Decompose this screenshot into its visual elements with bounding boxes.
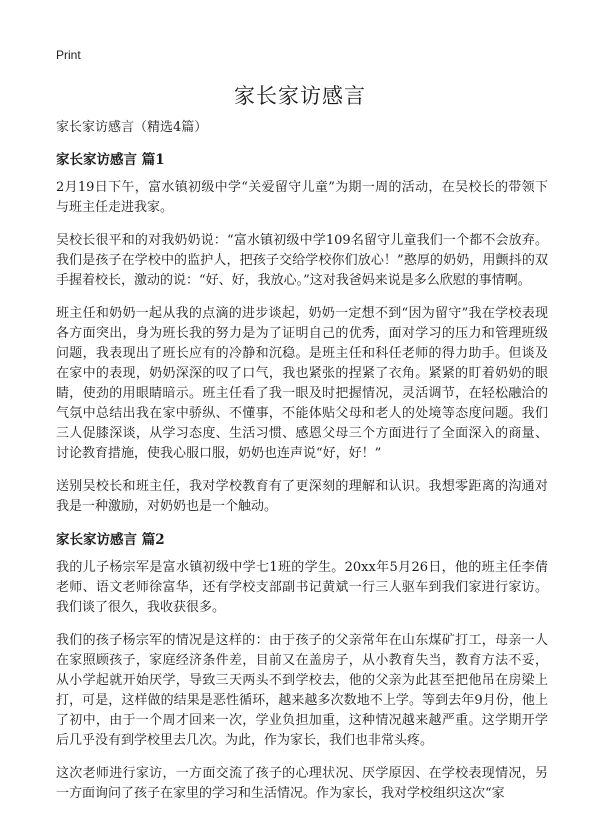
section-heading: 家长家访感言 篇1 [56,152,165,168]
print-link[interactable]: Print [56,48,81,62]
paragraph: 吴校长很平和的对我奶奶说：“富水镇初级中学109名留守儿童我们一个都不会放弃。我们是孩子在学校中的监护人，把孩子交给学校你们放心！”憨厚的奶奶，用颤抖的双手握着校长，激动的说：“好、好，我放心。”这对我爸妈来说是多么欣慰的事情啊。 [56,233,548,288]
section-2 [56,530,548,804]
page-title: 家长家访感言 [234,84,366,108]
article-subtitle: 家长家访感言（精选4篇） [56,120,208,135]
paragraph: 班主任和奶奶一起从我的点滴的进步谈起，奶奶一定想不到“因为留守”我在学校表现各方面突出，身为班长我的努力是为了证明自己的优秀，面对学习的压力和管理班级问题，我表现出了班长应有的冷静和沉稳。是班主任和科任老师的得力助手。但谈及在家中的表现，奶奶深深的叹了口气，我也紧张的捏紧了衣角。紧紧的盯着奶奶的眼睛，使劲的用眼睛暗示。班主任看了我一眼及时把握情况，灵活调节，在轻松融洽的气氛中总结出我在家中骄纵、不懂事，不能体贴父母和老人的处境等态度问题。我们三人促膝深谈，从学习态度、生活习惯、感恩父母三个方面进行了全面深入的商量、讨论教育措施，使我心服口服，奶奶也连声说“好，好！” [56,306,548,461]
paragraph: 2月19日下午，富水镇初级中学“关爱留守儿童”为期一周的活动，在吴校长的带领下与班主任走进我家。 [56,180,548,215]
paragraph: 送别吴校长和班主任，我对学校教育有了更深刻的理解和认识。我想零距离的沟通对我是一种激励，对奶奶也是一个触动。 [56,479,548,514]
paragraph: 我们的孩子杨宗军的情况是这样的：由于孩子的父亲常年在山东煤矿打工，母亲一人在家照顾孩子，家庭经济条件差，目前又在盖房子，从小教育失当，教育方法不妥，从小学起就开始厌学，导致三天两头不到学校去，他的父亲为此甚至把他吊在房梁上打，可是，这样做的结果是恶性循环，越来越多次数地不上学。等到去年9月份，他上了初中，由于一个周才回来一次，学业负担加重，这种情况越来越严重。这学期开学后几乎没有到学校里去几次。为此，作为家长，我们也非常头疼。 [56,633,548,748]
section-heading: 家长家访感言 篇2 [56,532,165,548]
paragraph: 这次老师进行家访，一方面交流了孩子的心理状况、厌学原因、在学校表现情况，另一方面询问了孩子在家里的学习和生活情况。作为家长，我对学校组织这次“家 [56,766,548,801]
article-body [56,118,548,817]
section-1 [56,150,548,517]
paragraph: 我的儿子杨宗军是富水镇初级中学七1班的学生。20xx年5月26日，他的班主任李倩老师、语文老师徐富华，还有学校支部副书记黄斌一行三人驱车到我们家进行家访。我们谈了很久，我收获很多。 [56,560,548,615]
